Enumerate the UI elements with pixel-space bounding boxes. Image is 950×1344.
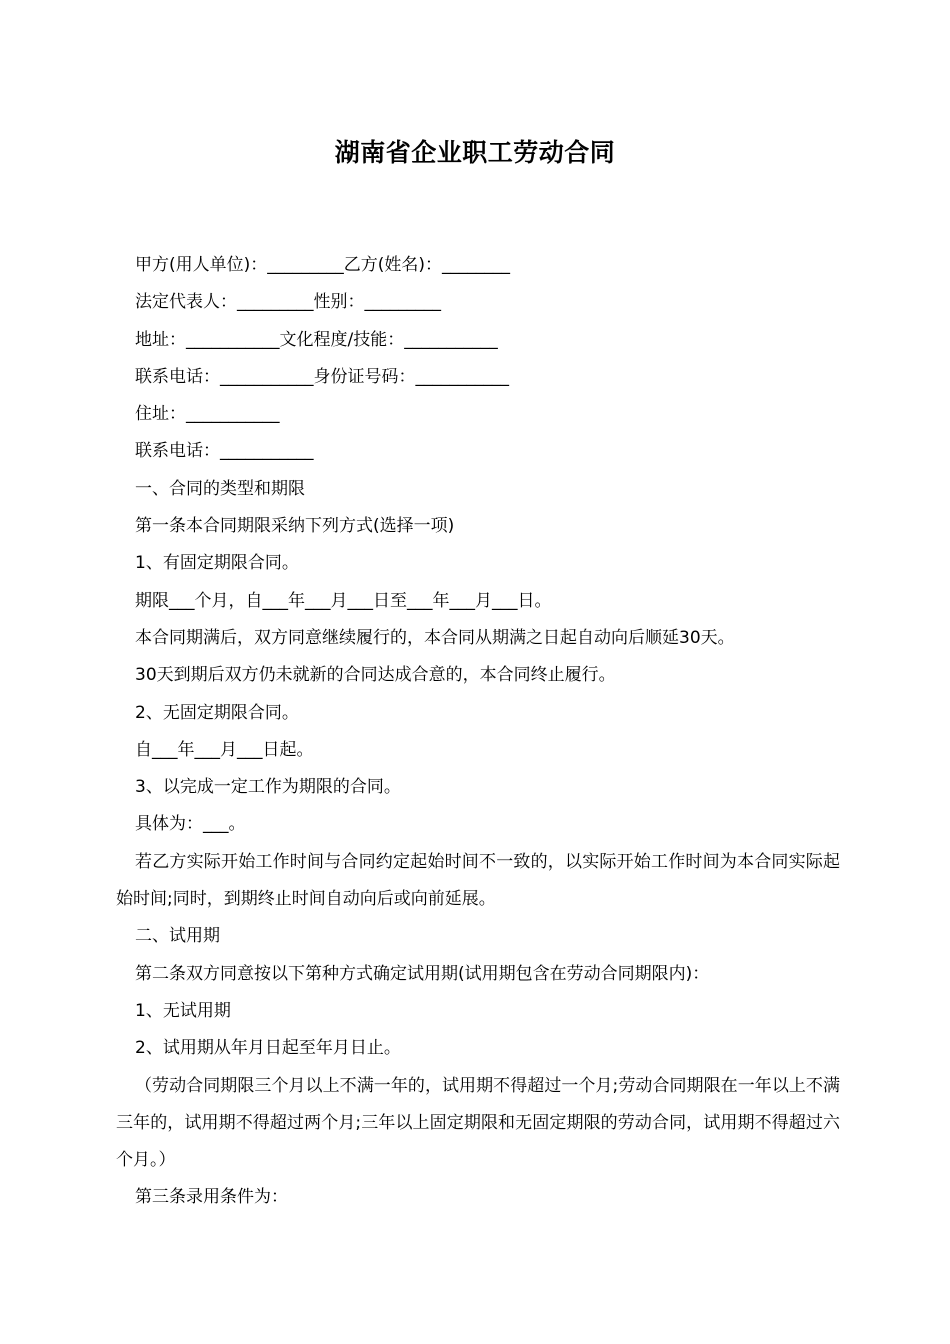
open-ended-start-line: 自___年___月___日起。: [135, 739, 314, 760]
document-title: 湖南省企业职工劳动合同: [334, 138, 616, 167]
contact-phone-line: 联系电话：___________: [135, 441, 314, 462]
option-task-based: 3、以完成一定工作为期限的合同。: [135, 777, 401, 798]
address-line: 地址：___________文化程度/技能：___________: [135, 329, 498, 350]
document-body: [116, 247, 840, 1217]
article-3: 第三条录用条件为：: [135, 1187, 288, 1208]
termination-clause: 30天到期后双方仍未就新的合同达成合意的，本合同终止履行。: [135, 665, 616, 686]
probation-option-none: 1、无试用期: [135, 1000, 231, 1021]
option-fixed-term: 1、有固定期限合同。: [135, 553, 299, 574]
probation-option-period: 2、试用期从年月日起至年月日止。: [135, 1038, 401, 1059]
probation-limit-note: （劳动合同期限三个月以上不满一年的，试用期不得超过一个月;劳动合同期限在一年以上不满三年的，试用期不得超过两个月;三年以上固定期限和无固定期限的劳动合同，试用期不得超过六个月。）: [116, 1075, 840, 1171]
option-open-ended: 2、无固定期限合同。: [135, 702, 299, 723]
residence-line: 住址：___________: [135, 404, 280, 425]
auto-extension-clause: 本合同期满后，双方同意继续履行的，本合同从期满之日起自动向后顺延30天。: [135, 627, 735, 648]
legal-representative-line: 法定代表人：_________性别：_________: [135, 292, 441, 313]
fixed-term-period-line: 期限___个月，自___年___月___日至___年___月___日。: [135, 590, 552, 611]
article-1: 第一条本合同期限采纳下列方式(选择一项): [135, 516, 455, 537]
article-2: 第二条双方同意按以下第种方式确定试用期(试用期包含在劳动合同期限内)：: [135, 963, 710, 984]
task-specifics-line: 具体为：___。: [135, 814, 246, 835]
section-heading-contract-type: 一、合同的类型和期限: [135, 478, 305, 499]
start-date-adjustment-clause: 若乙方实际开始工作时间与合同约定起始时间不一致的，以实际开始工作时间为本合同实际起始时间;同时，到期终止时间自动向后或向前延展。: [116, 851, 840, 910]
contact-phone-id-line: 联系电话：___________身份证号码：___________: [135, 366, 509, 387]
section-heading-probation: 二、试用期: [135, 926, 220, 947]
party-a-name-line: 甲方(用人单位)：_________乙方(姓名)：________: [135, 255, 511, 275]
